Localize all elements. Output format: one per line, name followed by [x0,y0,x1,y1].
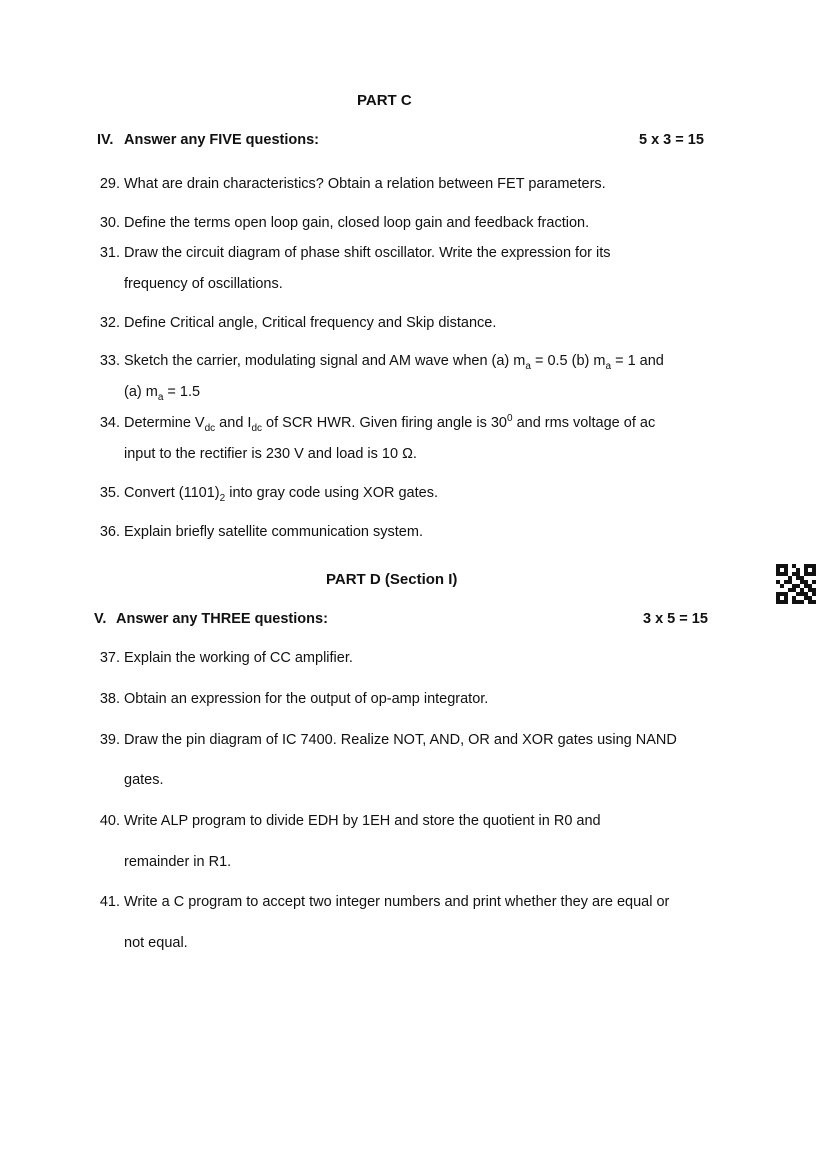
question-text: Write ALP program to divide EDH by 1EH and store the quotient in R0 and [124,813,601,829]
question-text: Convert $(1101)_2$ into gray code using XOR gates. [124,485,438,504]
part-d-title: PART D (Section I) [326,571,458,588]
part-c-instruction-number: IV. [97,132,114,148]
question-number: 32. [99,315,120,331]
question-text: Define the terms open loop gain, closed loop gain and feedback fraction. [124,215,590,231]
question-number: 31. [99,245,120,261]
question-text-continued: not equal. [124,935,188,951]
question-text-continued: input to the rectifier is 230 V and load is 10 Ω. [124,446,417,462]
question-text-continued: remainder in R1. [124,854,232,870]
question-number: 34. [99,415,120,431]
question-text: Explain briefly satellite communication system. [124,524,423,540]
question-number: 30. [99,215,120,231]
qr-code-icon [776,564,816,604]
question-number: 37. [99,650,120,666]
question-text: Obtain an expression for the output of op-amp integrator. [124,691,489,707]
part-d-instruction-number: V. [94,611,107,627]
question-text: Determine $V_{dc}$ and $I_{dc}$ of SCR HWR. Given firing angle is $30^0$ and rms voltage of ac [124,413,656,434]
question-text-continued: frequency of oscillations. [124,276,283,292]
part-d-instruction: Answer any THREE questions: [116,611,328,627]
question-text: What are drain characteristics? Obtain a relation between FET parameters. [124,176,606,192]
question-text-continued: gates. [124,772,164,788]
part-d-marks: 3 x 5 = 15 [643,611,708,627]
question-text: Write a C program to accept two integer numbers and print whether they are equal or [124,894,670,910]
question-text-continued: (a) $m_a = 1.5$ [124,384,201,403]
question-number: 29. [99,176,120,192]
part-c-title: PART C [357,92,412,109]
question-number: 38. [99,691,120,707]
question-text: Sketch the carrier, modulating signal and AM wave when (a) $m_a = 0.5$ (b) $m_a = 1$ and [124,353,664,372]
question-text: Draw the pin diagram of IC 7400. Realize NOT, AND, OR and XOR gates using NAND [124,732,677,748]
question-number: 33. [99,353,120,369]
question-number: 35. [99,485,120,501]
question-number: 41. [99,894,120,910]
question-text: Explain the working of CC amplifier. [124,650,353,666]
part-c-marks: 5 x 3 = 15 [639,132,704,148]
question-number: 36. [99,524,120,540]
question-number: 39. [99,732,120,748]
question-text: Draw the circuit diagram of phase shift oscillator. Write the expression for its [124,245,611,261]
part-c-instruction: Answer any FIVE questions: [124,132,319,148]
question-text: Define Critical angle, Critical frequency and Skip distance. [124,315,497,331]
question-number: 40. [99,813,120,829]
